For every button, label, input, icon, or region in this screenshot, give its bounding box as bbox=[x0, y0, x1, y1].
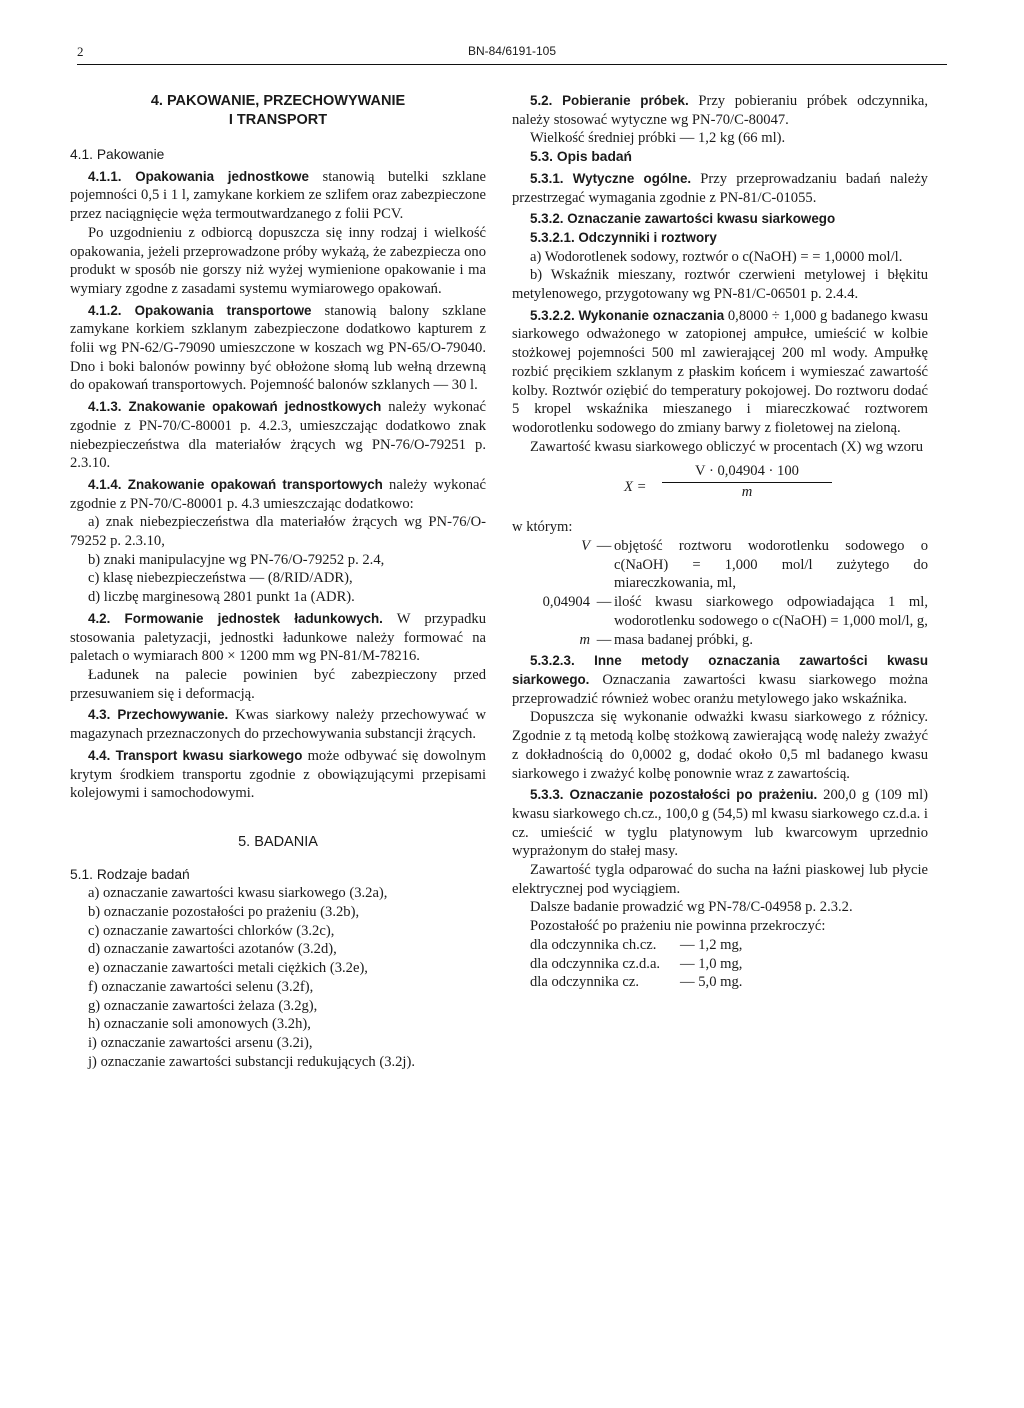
list-item: d) oznaczanie zawartości azotanów (3.2d), bbox=[88, 941, 337, 958]
formula-fraction bbox=[662, 462, 832, 501]
heading-5-3-2-2: 5.3.2.2. Wykonanie oznaczania bbox=[530, 307, 725, 323]
page-header bbox=[77, 44, 947, 64]
list-item: g) oznaczanie zawartości żelaza (3.2g), bbox=[88, 997, 318, 1014]
heading-4-2: 4.2. Formowanie jednostek ładunkowych. bbox=[88, 610, 383, 626]
standard-code: BN-84/6191-105 bbox=[467, 44, 557, 58]
paragraph-5-3-1-text: Przy przeprowadzaniu badań należy przestrzegać wymagania zgodnie z PN-81/C-01055. bbox=[512, 170, 928, 206]
list-item: c) klasę niebezpieczeństwa — (8/RID/ADR), bbox=[88, 570, 353, 587]
section-5-title: 5. BADANIA bbox=[238, 833, 318, 850]
heading-4-1-4: 4.1.4. Znakowanie opakowań transportowych bbox=[88, 476, 383, 492]
paragraph-5-3-1 bbox=[512, 170, 928, 207]
paragraph-4-1-4-text: należy wykonać zgodnie z PN-70/C-80001 p. 4.3 umieszczając dodatkowo: bbox=[70, 476, 486, 512]
paragraph-5-3-3 bbox=[512, 786, 928, 861]
paragraph-5-3-3-text: 200,0 g (109 ml) kwasu siarkowego ch.cz., 100,0 g (54,5) ml kwasu siarkowego cz.d.a. i cz. umieścić w tyglu platynowym lub kwarcowym uprzednio wyprażonym do stałej masy. bbox=[512, 787, 928, 860]
paragraph-5-2-b: Wielkość średniej próbki — 1,2 kg (66 ml). bbox=[530, 130, 786, 147]
heading-5-3-3: 5.3.3. Oznaczanie pozostałości po prażeniu. bbox=[530, 787, 818, 803]
paragraph-5-2-text: Przy pobieraniu próbek odczynnika, należy stosować wytyczne wg PN-70/C-80047. bbox=[512, 93, 928, 128]
formula-numerator: V · 0,04904 · 100 bbox=[662, 462, 832, 483]
paragraph-4-2 bbox=[70, 610, 486, 666]
paragraph-4-3-text: Kwas siarkowy należy przechowywać w magazynach przeznaczonych do przechowywania substancji żrących. bbox=[70, 707, 486, 743]
paragraph-4-1-3-text: należy wykonać zgodnie z PN-70/C-80001 p. 4.2.3, umieszczając dodatkowo znak niebezpieczeństwa dla materiałów żrących wg PN-76/O-79251 p. 2.3.10. bbox=[70, 399, 487, 472]
heading-4-1-2: 4.1.2. Opakowania transportowe bbox=[88, 302, 312, 318]
list-item: j) oznaczanie zawartości substancji redukujących (3.2j). bbox=[88, 1053, 415, 1070]
paragraph-5-3-3-c: Dalsze badanie prowadzić wg PN-78/C-04958 p. 2.3.2. bbox=[530, 899, 853, 916]
heading-4-3: 4.3. Przechowywanie. bbox=[88, 707, 229, 723]
legend-definition: ilość kwasu siarkowego odpowiadająca 1 ml, wodorotlenku sodowego o c(NaOH) = 1,000 mol/l, g, bbox=[614, 594, 928, 629]
paragraph-4-1-2 bbox=[70, 302, 486, 396]
heading-4-1-3: 4.1.3. Znakowanie opakowań jednostkowych bbox=[88, 399, 382, 415]
list-item: b) znaki manipulacyjne wg PN-76/O-79252 p. 2.4, bbox=[88, 551, 385, 568]
residue-limits bbox=[512, 936, 928, 992]
header-rule bbox=[77, 64, 947, 65]
paragraph-5-3-2-2-text: 0,8000 ÷ 1,000 g badanego kwasu siarkowego odważonego w zatopionej ampułce, umieścić w kolbie stożkowej pojemności 500 ml zawierającej 200 ml wody. Ampułkę rozbić pręcikiem szklanym z płaskim końcem i wymieszać zawartość kolby. Roztwór oziębić do temperatury pokojowej. Do roztworu dodać 5 kropel wskaźnika mieszanego i miareczkować roztworem wodorotlenku sodowego do zmiany barwy z fioletowej na zieloną. bbox=[512, 307, 928, 436]
legend-symbol: m bbox=[579, 631, 590, 648]
heading-5-1: 5.1. Rodzaje badań bbox=[70, 866, 190, 882]
paragraph-5-3-3-b: Zawartość tygla odparować do sucha na łaźni piaskowej lub płycie elektrycznej pod wyciągiem. bbox=[512, 862, 928, 897]
legend-definition: objętość roztworu wodorotlenku sodowego o c(NaOH) = 1,000 mol/l zużytego do miareczkowania, ml, bbox=[614, 538, 928, 592]
legend-dash: — bbox=[596, 631, 612, 648]
paragraph-5-3-3-d: Pozostałość po prażeniu nie powinna przekroczyć: bbox=[530, 918, 826, 935]
legend-symbol: V bbox=[581, 538, 590, 555]
list-item: h) oznaczanie soli amonowych (3.2h), bbox=[88, 1016, 311, 1033]
legend-dash: — bbox=[596, 538, 612, 555]
section-4-title-line2: I TRANSPORT bbox=[228, 112, 328, 128]
heading-5-3-1: 5.3.1. Wytyczne ogólne. bbox=[530, 170, 692, 186]
list-item: f) oznaczanie zawartości selenu (3.2f), bbox=[88, 978, 314, 995]
test-types-list bbox=[70, 884, 486, 1071]
legend-definition: masa badanej próbki, g. bbox=[614, 631, 754, 648]
formula bbox=[512, 462, 928, 516]
list-item: e) oznaczanie zawartości metali ciężkich (3.2e), bbox=[88, 960, 368, 977]
heading-4-1-1: 4.1.1. Opakowania jednostkowe bbox=[88, 168, 309, 184]
legend-symbol: 0,04904 bbox=[542, 594, 590, 611]
formula-legend bbox=[512, 537, 928, 649]
list-item: c) oznaczanie zawartości chlorków (3.2c), bbox=[88, 922, 335, 939]
limit-label: dla odczynnika cz. bbox=[530, 974, 639, 991]
paragraph-5-3-2-3-b: Dopuszcza się wykonanie odważki kwasu siarkowego z różnicy. Zgodnie z tą metodą kolbę stożkową zawierającą wodę należy zważyć z dokładnością do 0,0002 g, dodać około 0,5 ml badanego kwasu siarkowego i zważyć kolbę ponownie wraz z zawartością. bbox=[512, 709, 928, 782]
heading-5-3-2-3: 5.3.2.3. Inne metody oznaczania zawartości kwasu siarkowego. bbox=[512, 653, 928, 687]
heading-5-3-2-1: 5.3.2.1. Odczynniki i roztwory bbox=[530, 229, 717, 245]
list-item: b) oznaczanie pozostałości po prażeniu (3.2b), bbox=[88, 904, 360, 921]
paragraph-5-3-2-3 bbox=[512, 652, 928, 708]
reagent-a: a) Wodorotlenek sodowy, roztwór o c(NaOH) = = 1,0000 mol/l. bbox=[530, 248, 903, 265]
limit-label: dla odczynnika ch.cz. bbox=[530, 936, 657, 953]
paragraph-4-1-3 bbox=[70, 398, 486, 473]
section-4-title bbox=[70, 92, 486, 130]
wherein-label: w którym: bbox=[512, 519, 573, 536]
heading-5-3: 5.3. Opis badań bbox=[530, 149, 632, 165]
paragraph-4-1-2-text: stanowią balony szklane zamykane korkiem szklanym zabezpieczone dodatkowo kapturem z folii wg PN-62/G-79090 umieszczone w koszach wg PN-65/O-79040. Dno i boki balonów powinny być obłożone słomą lub wełną drzewną do opakowań transportowych. Pojemność balonów szklanych — 30 l. bbox=[70, 302, 486, 394]
formula-lhs: X = bbox=[624, 479, 647, 496]
limit-label: dla odczynnika cz.d.a. bbox=[530, 955, 661, 972]
right-column bbox=[512, 92, 928, 992]
list-item: i) oznaczanie zawartości arsenu (3.2i), bbox=[88, 1034, 313, 1051]
heading-4-1: 4.1. Pakowanie bbox=[70, 147, 165, 162]
limit-value: — 1,0 mg, bbox=[680, 955, 743, 972]
limit-value: — 5,0 mg. bbox=[680, 974, 743, 991]
legend-dash: — bbox=[596, 594, 612, 611]
paragraph-4-4 bbox=[70, 747, 486, 803]
paragraph-5-3-2-3-text: Oznaczania zawartości kwasu siarkowego można przeprowadzić również wobec oranżu metylowego jako wskaźnika. bbox=[512, 671, 928, 707]
paragraph-5-3-2-2-b: Zawartość kwasu siarkowego obliczyć w procentach (X) wg wzoru bbox=[530, 438, 924, 455]
heading-5-3-2: 5.3.2. Oznaczanie zawartości kwasu siarkowego bbox=[530, 211, 836, 227]
paragraph-4-1-4 bbox=[70, 476, 486, 513]
heading-5-2: 5.2. Pobieranie próbek. bbox=[530, 93, 689, 108]
paragraph-4-1-1-text: stanowią butelki szklane pojemności 0,5 i 1 l, zamykane korkiem ze szlifem oraz zabezpieczone przez naciągnięcie węża termoutwardzanego z folii PCV. bbox=[70, 168, 486, 223]
paragraph-4-3 bbox=[70, 706, 486, 743]
paragraph-4-2-text: W przypadku stosowania paletyzacji, jednostki ładunkowe należy formować na paletach o wymiarach 800 × 1200 mm wg PN-81/M-78216. bbox=[70, 610, 486, 665]
reagent-b: b) Wskaźnik mieszany, roztwór czerwieni metylowej i błękitu metylenowego, przygotowany wg PN-81/C-06501 p. 2.4.4. bbox=[512, 267, 928, 303]
limit-value: — 1,2 mg, bbox=[680, 936, 743, 953]
list-item: a) znak niebezpieczeństwa dla materiałów żrących wg PN-76/O-79252 p. 2.3.10, bbox=[70, 514, 486, 550]
paragraph-4-4-text: może odbywać się dowolnym krytym środkiem transportu zgodnie z obowiązującymi przepisami kolejowymi i samochodowymi. bbox=[70, 747, 486, 802]
paragraph-5-3-2-2 bbox=[512, 307, 928, 438]
section-4-title-line1: 4. PAKOWANIE, PRZECHOWYWANIE bbox=[150, 93, 406, 109]
heading-4-4: 4.4. Transport kwasu siarkowego bbox=[88, 747, 303, 763]
paragraph-4-2-b: Ładunek na palecie powinien być zabezpieczony przed przesuwaniem się i deformacją. bbox=[70, 666, 486, 702]
paragraph-4-1-1-b: Po uzgodnieniu z odbiorcą dopuszcza się inny rodzaj i wielkość opakowania, jeżeli przeprowadzone próby wykażą, że zabezpiecza ono produkt w sposób nie gorszy niż wyżej wymienione opakowanie i ma wymiary zgodne z zasadami systemu wymiarowego opakowań. bbox=[70, 224, 486, 297]
list-item: a) oznaczanie zawartości kwasu siarkowego (3.2a), bbox=[88, 885, 388, 902]
paragraph-4-1-1 bbox=[70, 168, 486, 224]
paragraph-5-2 bbox=[512, 92, 928, 129]
left-column bbox=[70, 92, 486, 1071]
formula-denominator: m bbox=[741, 484, 753, 501]
list-item: d) liczbę marginesową 2801 punkt 1a (ADR). bbox=[88, 589, 355, 606]
page-number: 2 bbox=[77, 44, 84, 59]
